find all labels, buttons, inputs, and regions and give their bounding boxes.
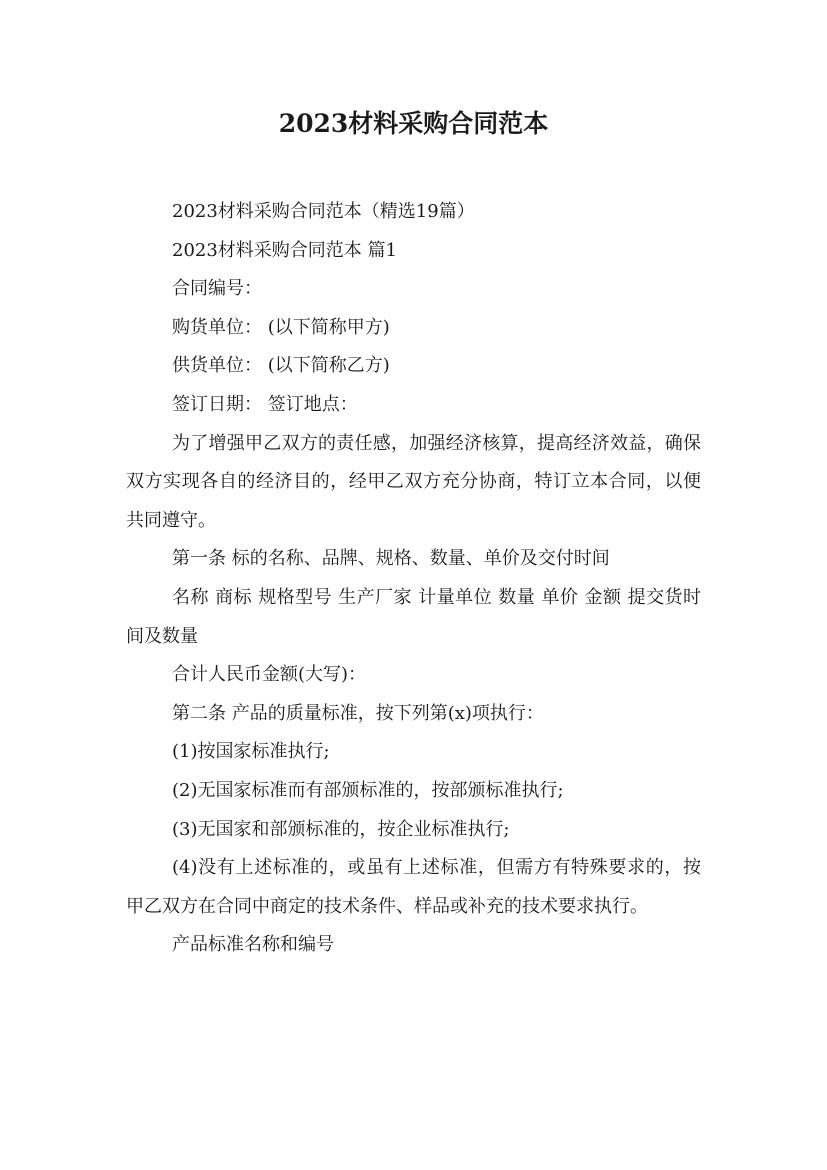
paragraph-date-place: 签订日期： 签订地点： — [172, 393, 358, 415]
paragraph-article-1: 第一条 标的名称、品牌、规格、数量、单价及交付时间 — [172, 548, 610, 570]
paragraph-standard-4: (4)没有上述标准的，或虽有上述标准，但需方有特殊要求的，按甲乙双方在合同中商定的技术条件、样品或补充的技术要求执行。 — [126, 857, 701, 917]
document-title: 2023材料采购合同范本 — [278, 109, 549, 138]
paragraph-standard-2: (2)无国家标准而有部颁标准的，按部颁标准执行; — [172, 779, 564, 801]
paragraph-standard-3: (3)无国家和部颁标准的，按企业标准执行; — [172, 818, 510, 840]
paragraph-total-amount: 合计人民币金额(大写)： — [172, 664, 367, 686]
document-body — [126, 193, 701, 965]
paragraph-preamble: 为了增强甲乙双方的责任感，加强经济核算，提高经济效益，确保双方实现各自的经济目的，经甲乙双方充分协商，特订立本合同，以便共同遵守。 — [126, 432, 701, 531]
paragraph-standard-1: (1)按国家标准执行; — [172, 741, 330, 763]
paragraph-article-2: 第二条 产品的质量标准，按下列第(x)项执行： — [172, 702, 544, 724]
paragraph-supplier: 供货单位： (以下简称乙方) — [172, 355, 390, 377]
paragraph-buyer: 购货单位： (以下简称甲方) — [172, 316, 390, 338]
paragraph-subtitle: 2023材料采购合同范本（精选19篇） — [172, 201, 475, 222]
paragraph-item-columns: 名称 商标 规格型号 生产厂家 计量单位 数量 单价 金额 提交货时间及数量 — [126, 586, 701, 647]
paragraph-contract-number: 合同编号： — [172, 278, 262, 300]
paragraph-section-heading: 2023材料采购合同范本 篇1 — [172, 239, 397, 261]
paragraph-standard-name: 产品标准名称和编号 — [172, 934, 334, 956]
